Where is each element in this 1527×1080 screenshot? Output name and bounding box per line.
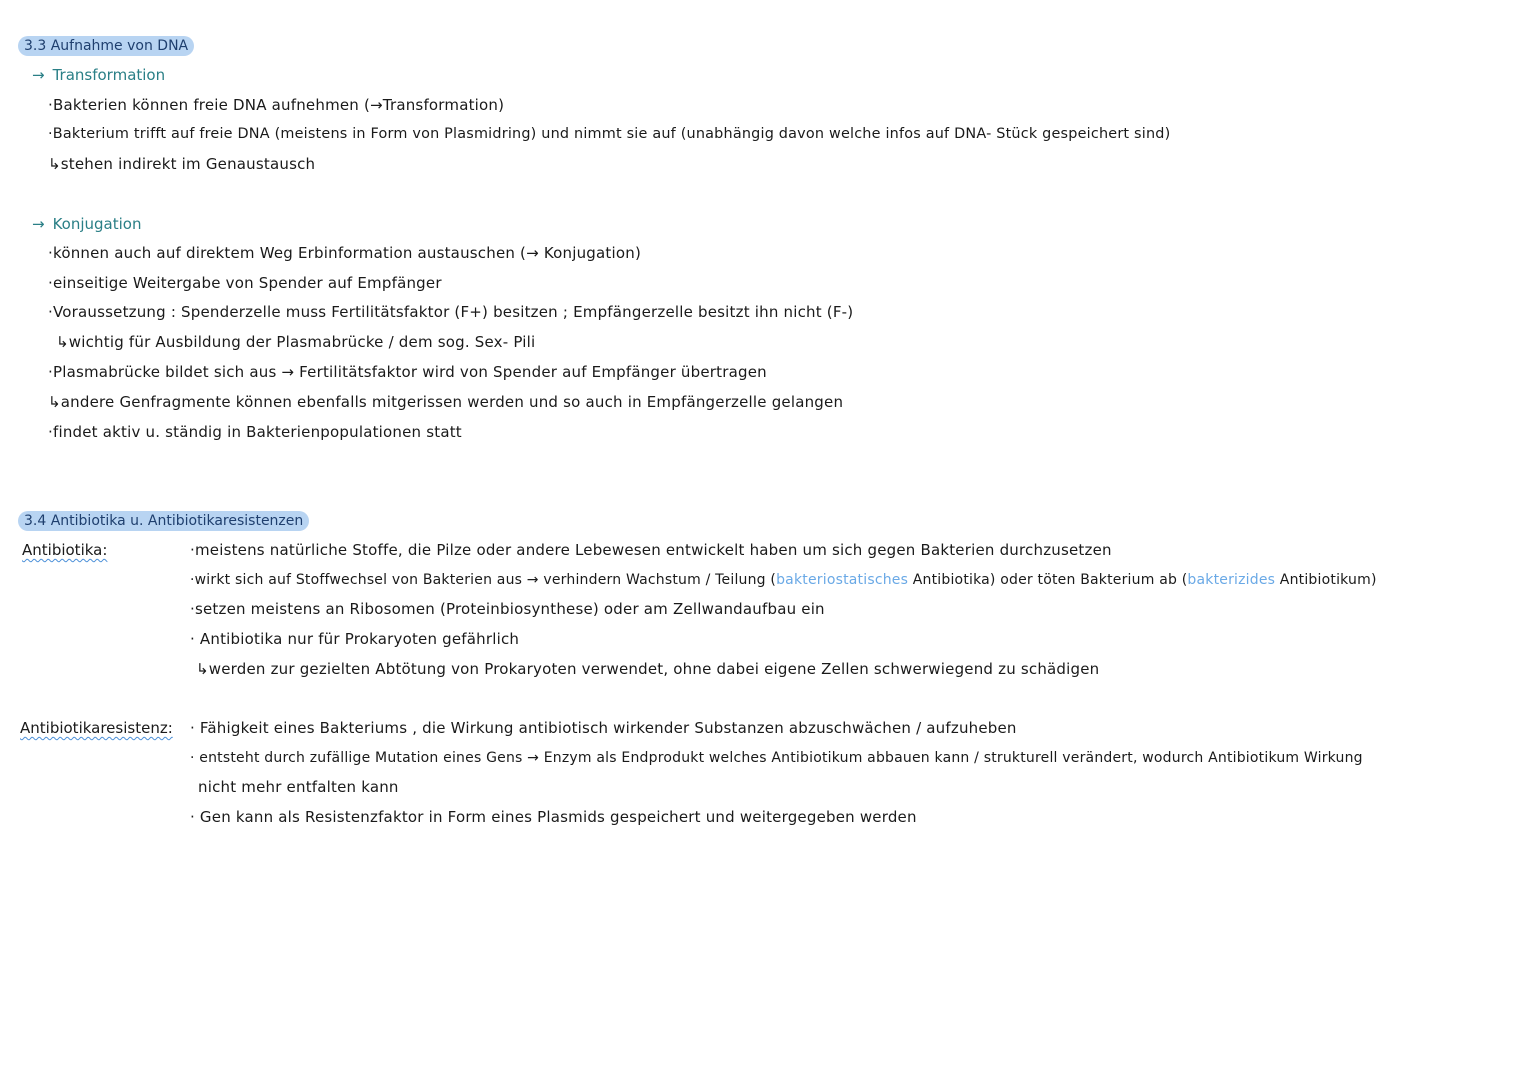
konjugation-line-3: ·Voraussetzung : Spenderzelle muss Fertilitätsfaktor (F+) besitzen ; Empfängerzelle besitzt ihn nicht (F-) [48,303,854,321]
subheading-transformation-text: Transformation [52,66,166,84]
resistenz-line-2: · entsteht durch zufällige Mutation eines Gens → Enzym als Endprodukt welches Antibiotikum abbauen kann / strukturell verändert, wodurch Antibiotikum Wirkung [190,750,1363,766]
konjugation-line-7: ·findet aktiv u. ständig in Bakterienpopulationen statt [48,423,462,441]
subheading-konjugation [32,214,141,234]
antibiotika-line-2-a: ·wirkt sich auf Stoffwechsel von Bakterien aus → verhindern Wachstum / Teilung ( [190,572,777,588]
resistenz-line-1: · Fähigkeit eines Bakteriums , die Wirkung antibiotisch wirkender Substanzen abzuschwächen / aufzuheben [190,719,1017,737]
antibiotika-line-2-c: Antibiotikum) [1275,572,1377,588]
antibiotika-line-5: ↳werden zur gezielten Abtötung von Prokaryoten verwendet, ohne dabei eigene Zellen schwerwiegend zu schädigen [196,660,1100,678]
antibiotika-line-1: ·meistens natürliche Stoffe, die Pilze oder andere Lebewesen entwickelt haben um sich gegen Bakterien durchzusetzen [190,541,1112,559]
term-bakteriostatisch: bakteriostatisches [776,572,909,588]
konjugation-line-4: ↳wichtig für Ausbildung der Plasmabrücke / dem sog. Sex- Pili [56,333,536,351]
konjugation-line-6: ↳andere Genfragmente können ebenfalls mitgerissen werden und so auch in Empfängerzelle gelangen [48,393,844,411]
term-bakterizid: bakterizides [1187,572,1276,588]
transformation-line-3: ↳stehen indirekt im Genaustausch [48,155,316,173]
arrow-icon: → [32,215,45,233]
antibiotika-line-4: · Antibiotika nur für Prokaryoten gefährlich [190,630,520,648]
resistenz-line-3: nicht mehr entfalten kann [198,778,399,796]
arrow-icon: → [32,66,45,84]
antibiotika-line-2-b: Antibiotika) oder töten Bakterium ab ( [908,572,1188,588]
section-heading-dna: 3.3 Aufnahme von DNA [18,36,194,56]
konjugation-line-5: ·Plasmabrücke bildet sich aus → Fertilitätsfaktor wird von Spender auf Empfänger übertragen [48,363,767,381]
subheading-transformation [32,65,165,85]
transformation-line-1: ·Bakterien können freie DNA aufnehmen (→Transformation) [48,96,505,114]
konjugation-line-2: ·einseitige Weitergabe von Spender auf Empfänger [48,274,442,292]
subheading-konjugation-text: Konjugation [52,215,142,233]
resistenz-line-4: · Gen kann als Resistenzfaktor in Form eines Plasmids gespeichert und weitergegeben werden [190,808,917,826]
label-antibiotikaresistenz: Antibiotikaresistenz: [20,719,173,737]
section-heading-antibiotika: 3.4 Antibiotika u. Antibiotikaresistenzen [18,511,309,531]
label-antibiotika: Antibiotika: [22,541,108,559]
transformation-line-2: ·Bakterium trifft auf freie DNA (meistens in Form von Plasmidring) und nimmt sie auf (unabhängig davon welche infos auf DNA- Stück gespeichert sind) [48,126,1171,142]
antibiotika-line-3: ·setzen meistens an Ribosomen (Proteinbiosynthese) oder am Zellwandaufbau ein [190,600,825,618]
konjugation-line-1: ·können auch auf direktem Weg Erbinformation austauschen (→ Konjugation) [48,244,641,262]
antibiotika-line-2 [190,570,1377,590]
